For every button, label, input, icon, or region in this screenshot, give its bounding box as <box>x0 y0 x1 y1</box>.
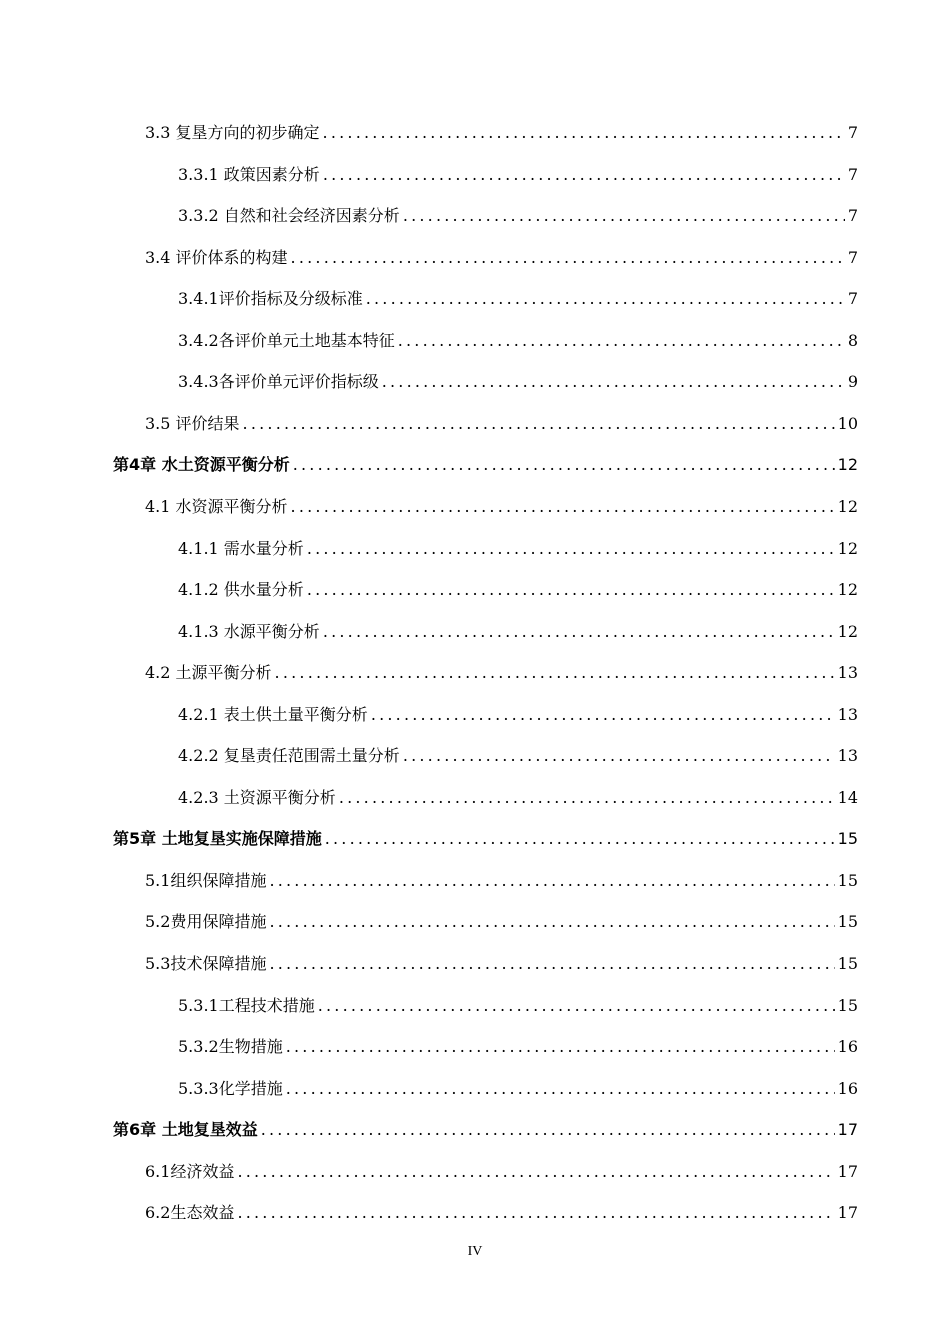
toc-entry-label: 4.1.2 供水量分析 <box>178 580 304 599</box>
toc-leader-dots <box>382 369 845 395</box>
toc-entry-label: 3.4.2各评价单元土地基本特征 <box>178 331 395 350</box>
toc-entry-label: 3.3 复垦方向的初步确定 <box>145 123 320 142</box>
toc-entry-page: 14 <box>837 788 858 807</box>
toc-entry-label: 6.2生态效益 <box>145 1203 235 1222</box>
toc-entry-page: 15 <box>837 871 858 890</box>
toc-entry-page: 7 <box>847 289 858 308</box>
toc-leader-dots <box>293 452 835 478</box>
toc-entry-label: 4.1.1 需水量分析 <box>178 539 304 558</box>
toc-leader-dots <box>307 577 835 603</box>
toc-entry-label: 5.3.2生物措施 <box>178 1037 283 1056</box>
toc-entry-label: 4.2.2 复垦责任范围需土量分析 <box>178 746 400 765</box>
toc-entry-label: 5.1组织保障措施 <box>145 871 267 890</box>
toc-entry-label: 3.5 评价结果 <box>145 414 240 433</box>
toc-entry-page: 12 <box>837 497 858 516</box>
toc-entry[interactable] <box>145 1159 858 1185</box>
toc-entry[interactable] <box>145 1200 858 1226</box>
toc-entry[interactable] <box>178 577 858 603</box>
toc-entry-page: 15 <box>837 912 858 931</box>
toc-leader-dots <box>323 619 835 645</box>
toc-leader-dots <box>261 1117 835 1143</box>
toc-entry-label: 3.4 评价体系的构建 <box>145 248 288 267</box>
toc-entry-label: 5.3.1工程技术措施 <box>178 996 315 1015</box>
toc-entry[interactable] <box>145 660 858 686</box>
toc-leader-dots <box>371 702 835 728</box>
toc-entry[interactable] <box>178 702 858 728</box>
toc-entry-page: 7 <box>847 165 858 184</box>
toc-leader-dots <box>237 1200 834 1226</box>
toc-entry[interactable] <box>178 993 858 1019</box>
toc-entry-page: 17 <box>837 1203 858 1222</box>
toc-leader-dots <box>366 286 845 312</box>
toc-entry[interactable] <box>145 951 858 977</box>
toc-entry[interactable] <box>145 909 858 935</box>
toc-entry-label: 5.3技术保障措施 <box>145 954 267 973</box>
toc-entry[interactable] <box>178 785 858 811</box>
toc-entry[interactable] <box>145 120 858 146</box>
toc-entry[interactable] <box>145 868 858 894</box>
toc-entry-label: 4.2.3 土资源平衡分析 <box>178 788 336 807</box>
toc-entry-label: 第6章 土地复垦效益 <box>113 1120 258 1139</box>
toc-leader-dots <box>318 993 835 1019</box>
toc-leader-dots <box>286 1034 835 1060</box>
toc-entry-page: 17 <box>837 1120 858 1139</box>
toc-leader-dots <box>237 1159 834 1185</box>
toc-entry[interactable] <box>113 826 858 852</box>
toc-entry-page: 17 <box>837 1162 858 1181</box>
toc-entry-page: 10 <box>837 414 858 433</box>
toc-leader-dots <box>403 203 845 229</box>
toc-leader-dots <box>323 120 845 146</box>
toc-entry[interactable] <box>178 619 858 645</box>
toc-entry-page: 13 <box>837 746 858 765</box>
toc-leader-dots <box>323 162 845 188</box>
toc-entry-label: 4.2 土源平衡分析 <box>145 663 272 682</box>
toc-entry-label: 4.2.1 表土供土量平衡分析 <box>178 705 368 724</box>
toc-leader-dots <box>339 785 835 811</box>
toc-entry[interactable] <box>178 328 858 354</box>
toc-entry-page: 13 <box>837 663 858 682</box>
toc-entry[interactable] <box>178 1076 858 1102</box>
toc-entry-page: 12 <box>837 539 858 558</box>
toc-entry-label: 3.4.3各评价单元评价指标级 <box>178 372 379 391</box>
toc-entry-page: 15 <box>837 829 858 848</box>
toc-entry-label: 6.1经济效益 <box>145 1162 235 1181</box>
toc-entry-page: 7 <box>847 206 858 225</box>
toc-leader-dots <box>269 868 834 894</box>
toc-entry-label: 4.1.3 水源平衡分析 <box>178 622 320 641</box>
toc-leader-dots <box>269 951 834 977</box>
toc-entry-page: 7 <box>847 123 858 142</box>
toc-entry-label: 第5章 土地复垦实施保障措施 <box>113 829 322 848</box>
toc-entry[interactable] <box>145 494 858 520</box>
toc-entry[interactable] <box>145 411 858 437</box>
toc-entry[interactable] <box>178 536 858 562</box>
toc-entry[interactable] <box>145 245 858 271</box>
toc-leader-dots <box>403 743 835 769</box>
toc-entry[interactable] <box>178 286 858 312</box>
toc-entry-page: 8 <box>847 331 858 350</box>
toc-entry-label: 4.1 水资源平衡分析 <box>145 497 288 516</box>
toc-leader-dots <box>269 909 834 935</box>
toc-entry[interactable] <box>178 1034 858 1060</box>
toc-entry[interactable] <box>113 1117 858 1143</box>
toc-entry-page: 9 <box>847 372 858 391</box>
toc-entry-page: 13 <box>837 705 858 724</box>
toc-leader-dots <box>291 494 835 520</box>
toc-entry-label: 第4章 水土资源平衡分析 <box>113 455 290 474</box>
toc-entry[interactable] <box>178 162 858 188</box>
toc-entry[interactable] <box>113 452 858 478</box>
toc-entry-page: 12 <box>837 580 858 599</box>
toc-entry-label: 5.2费用保障措施 <box>145 912 267 931</box>
toc-entry-label: 3.4.1评价指标及分级标准 <box>178 289 363 308</box>
toc-entry-page: 16 <box>837 1079 858 1098</box>
toc-entry-page: 15 <box>837 954 858 973</box>
toc-leader-dots <box>275 660 835 686</box>
toc-leader-dots <box>398 328 845 354</box>
toc-leader-dots <box>291 245 845 271</box>
toc-entry-page: 16 <box>837 1037 858 1056</box>
toc-leader-dots <box>307 536 835 562</box>
toc-leader-dots <box>243 411 835 437</box>
toc-entry-page: 12 <box>837 622 858 641</box>
toc-leader-dots <box>325 826 835 852</box>
toc-entry[interactable] <box>178 203 858 229</box>
toc-entry-label: 3.3.1 政策因素分析 <box>178 165 320 184</box>
page-number: IV <box>467 1244 483 1259</box>
toc-leader-dots <box>286 1076 835 1102</box>
toc-entry-page: 15 <box>837 996 858 1015</box>
toc-entry-label: 3.3.2 自然和社会经济因素分析 <box>178 206 400 225</box>
toc-entry-page: 7 <box>847 248 858 267</box>
toc-entry[interactable] <box>178 369 858 395</box>
toc-entry-label: 5.3.3化学措施 <box>178 1079 283 1098</box>
toc-entry[interactable] <box>178 743 858 769</box>
toc-entry-page: 12 <box>837 455 858 474</box>
